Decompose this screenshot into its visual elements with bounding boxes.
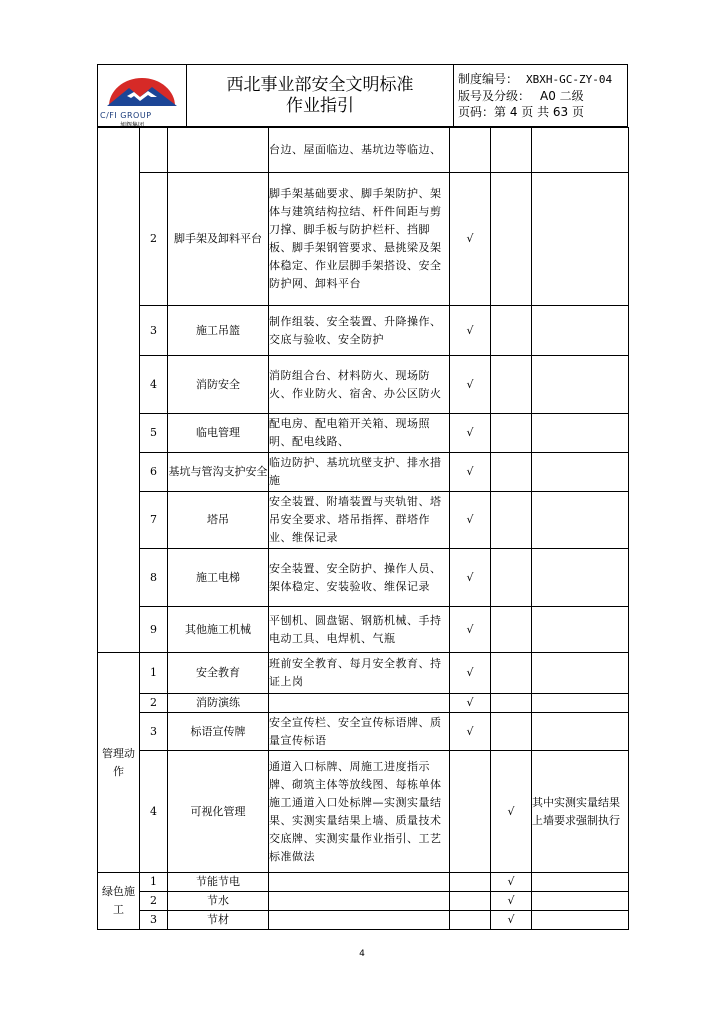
table-row — [98, 751, 629, 873]
doc-number-row — [458, 71, 627, 88]
table-row — [98, 306, 629, 356]
table-row — [98, 492, 629, 549]
item-note — [532, 453, 629, 492]
item-number: 2 — [140, 173, 168, 306]
check-col-2 — [491, 694, 532, 713]
check-col-1: √ — [450, 306, 491, 356]
check-col-1: √ — [450, 713, 491, 751]
check-col-2 — [491, 128, 532, 173]
table-row — [98, 694, 629, 713]
item-content: 平刨机、圆盘锯、钢筋机械、手持电动工具、电焊机、气瓶 — [269, 607, 450, 653]
check-col-1: √ — [450, 414, 491, 453]
item-number: 7 — [140, 492, 168, 549]
item-number: 3 — [140, 713, 168, 751]
table-row — [98, 607, 629, 653]
version-row — [458, 88, 627, 104]
check-col-1: √ — [450, 694, 491, 713]
check-col-2: √ — [491, 911, 532, 930]
table-row — [98, 453, 629, 492]
check-col-1: √ — [450, 549, 491, 607]
item-name: 消防安全 — [168, 356, 269, 414]
item-number: 9 — [140, 607, 168, 653]
item-name: 标语宣传牌 — [168, 713, 269, 751]
table-row — [98, 713, 629, 751]
table-row — [98, 653, 629, 694]
document-title — [187, 65, 454, 126]
item-content — [269, 694, 450, 713]
item-note — [532, 492, 629, 549]
item-name: 施工电梯 — [168, 549, 269, 607]
logo-name: C/FI GROUP — [100, 111, 152, 120]
check-col-2 — [491, 713, 532, 751]
item-content — [269, 873, 450, 892]
table-row — [98, 892, 629, 911]
category-cell — [98, 128, 140, 653]
item-content — [269, 892, 450, 911]
company-logo — [98, 65, 187, 129]
item-note — [532, 549, 629, 607]
doc-number-value: XBXH-GC-ZY-04 — [526, 73, 613, 86]
check-col-1: √ — [450, 173, 491, 306]
table-row — [98, 128, 629, 173]
check-col-2 — [491, 549, 532, 607]
category-cell: 管理动作 — [98, 653, 140, 873]
check-col-2 — [491, 607, 532, 653]
item-content: 安全装置、附墙装置与夹轨钳、塔吊安全要求、塔吊指挥、群塔作业、维保记录 — [269, 492, 450, 549]
item-name: 消防演练 — [168, 694, 269, 713]
check-col-2 — [491, 492, 532, 549]
item-note — [532, 128, 629, 173]
item-note — [532, 911, 629, 930]
item-note — [532, 306, 629, 356]
check-col-1: √ — [450, 453, 491, 492]
page-count-row: 页码：第 4 页 共 63 页 — [458, 105, 584, 119]
item-note — [532, 653, 629, 694]
table-row — [98, 414, 629, 453]
check-col-2 — [491, 453, 532, 492]
item-number: 8 — [140, 549, 168, 607]
doc-number-label: 制度编号： — [458, 72, 519, 86]
check-col-1 — [450, 128, 491, 173]
category-cell: 绿色施工 — [98, 873, 140, 930]
title-line-1: 西北事业部安全文明标准 — [226, 74, 414, 95]
item-content: 配电房、配电箱开关箱、现场照明、配电线路、 — [269, 414, 450, 453]
item-number: 1 — [140, 653, 168, 694]
check-col-2 — [491, 653, 532, 694]
item-content: 临边防护、基坑坑壁支护、排水措施 — [269, 453, 450, 492]
item-content: 台边、屋面临边、基坑边等临边、 — [269, 128, 450, 173]
check-col-2 — [491, 356, 532, 414]
item-number: 5 — [140, 414, 168, 453]
item-note: 其中实测实量结果上墙要求强制执行 — [532, 751, 629, 873]
check-col-1: √ — [450, 607, 491, 653]
check-col-1 — [450, 911, 491, 930]
item-content: 制作组装、安全装置、升降操作、交底与验收、安全防护 — [269, 306, 450, 356]
table-row — [98, 911, 629, 930]
item-name: 临电管理 — [168, 414, 269, 453]
item-content: 脚手架基础要求、脚手架防护、架体与建筑结构拉结、杆件间距与剪刀撑、脚手板与防护栏杆、挡脚板、脚手架钢管要求、悬挑梁及架体稳定、作业层脚手架搭设、安全防护网、卸料平台 — [269, 173, 450, 306]
version-value: A0 二级 — [540, 89, 584, 103]
item-content: 通道入口标牌、周施工进度指示牌、砌筑主体等放线图、每栋单体施工通道入口处标牌—实测实量结果、实测实量结果上墙、质量技术交底牌、实测实量作业指引、工艺标准做法 — [269, 751, 450, 873]
item-content: 安全宣传栏、安全宣传标语牌、质量宣传标语 — [269, 713, 450, 751]
version-label: 版号及分级： — [458, 89, 531, 103]
logo-chinese-name: 旭辉集团 — [120, 122, 145, 129]
item-name: 施工吊篮 — [168, 306, 269, 356]
item-name: 节能节电 — [168, 873, 269, 892]
check-col-2: √ — [491, 892, 532, 911]
check-col-2: √ — [491, 751, 532, 873]
item-name: 安全教育 — [168, 653, 269, 694]
item-name: 塔吊 — [168, 492, 269, 549]
check-col-2 — [491, 414, 532, 453]
item-number: 1 — [140, 873, 168, 892]
table-row — [98, 549, 629, 607]
item-name: 节水 — [168, 892, 269, 911]
item-content: 消防组合台、材料防火、现场防火、作业防火、宿舍、办公区防火 — [269, 356, 450, 414]
item-note — [532, 414, 629, 453]
document-header — [97, 64, 628, 127]
standards-table — [97, 127, 629, 930]
page-number: 4 — [359, 949, 365, 959]
check-col-1: √ — [450, 356, 491, 414]
item-note — [532, 694, 629, 713]
item-number: 4 — [140, 356, 168, 414]
check-col-1: √ — [450, 653, 491, 694]
item-note — [532, 173, 629, 306]
document-info — [454, 65, 627, 126]
item-name: 可视化管理 — [168, 751, 269, 873]
logo-mark-icon — [107, 76, 177, 110]
item-number: 2 — [140, 892, 168, 911]
item-note — [532, 356, 629, 414]
item-number — [140, 128, 168, 173]
item-note — [532, 873, 629, 892]
item-number: 4 — [140, 751, 168, 873]
item-number: 3 — [140, 306, 168, 356]
check-col-1 — [450, 892, 491, 911]
item-number: 2 — [140, 694, 168, 713]
item-content: 班前安全教育、每月安全教育、持证上岗 — [269, 653, 450, 694]
item-content: 安全装置、安全防护、操作人员、架体稳定、安装验收、维保记录 — [269, 549, 450, 607]
item-content — [269, 911, 450, 930]
table-row — [98, 356, 629, 414]
check-col-2 — [491, 306, 532, 356]
item-name: 节材 — [168, 911, 269, 930]
check-col-1 — [450, 873, 491, 892]
table-row — [98, 173, 629, 306]
item-name: 其他施工机械 — [168, 607, 269, 653]
check-col-1 — [450, 751, 491, 873]
item-number: 3 — [140, 911, 168, 930]
item-name — [168, 128, 269, 173]
item-name: 基坑与管沟支护安全 — [168, 453, 269, 492]
check-col-2: √ — [491, 873, 532, 892]
item-name: 脚手架及卸料平台 — [168, 173, 269, 306]
title-line-2: 作业指引 — [286, 95, 354, 116]
item-note — [532, 607, 629, 653]
item-number: 6 — [140, 453, 168, 492]
item-note — [532, 713, 629, 751]
item-note — [532, 892, 629, 911]
check-col-1: √ — [450, 492, 491, 549]
table-row — [98, 873, 629, 892]
check-col-2 — [491, 173, 532, 306]
